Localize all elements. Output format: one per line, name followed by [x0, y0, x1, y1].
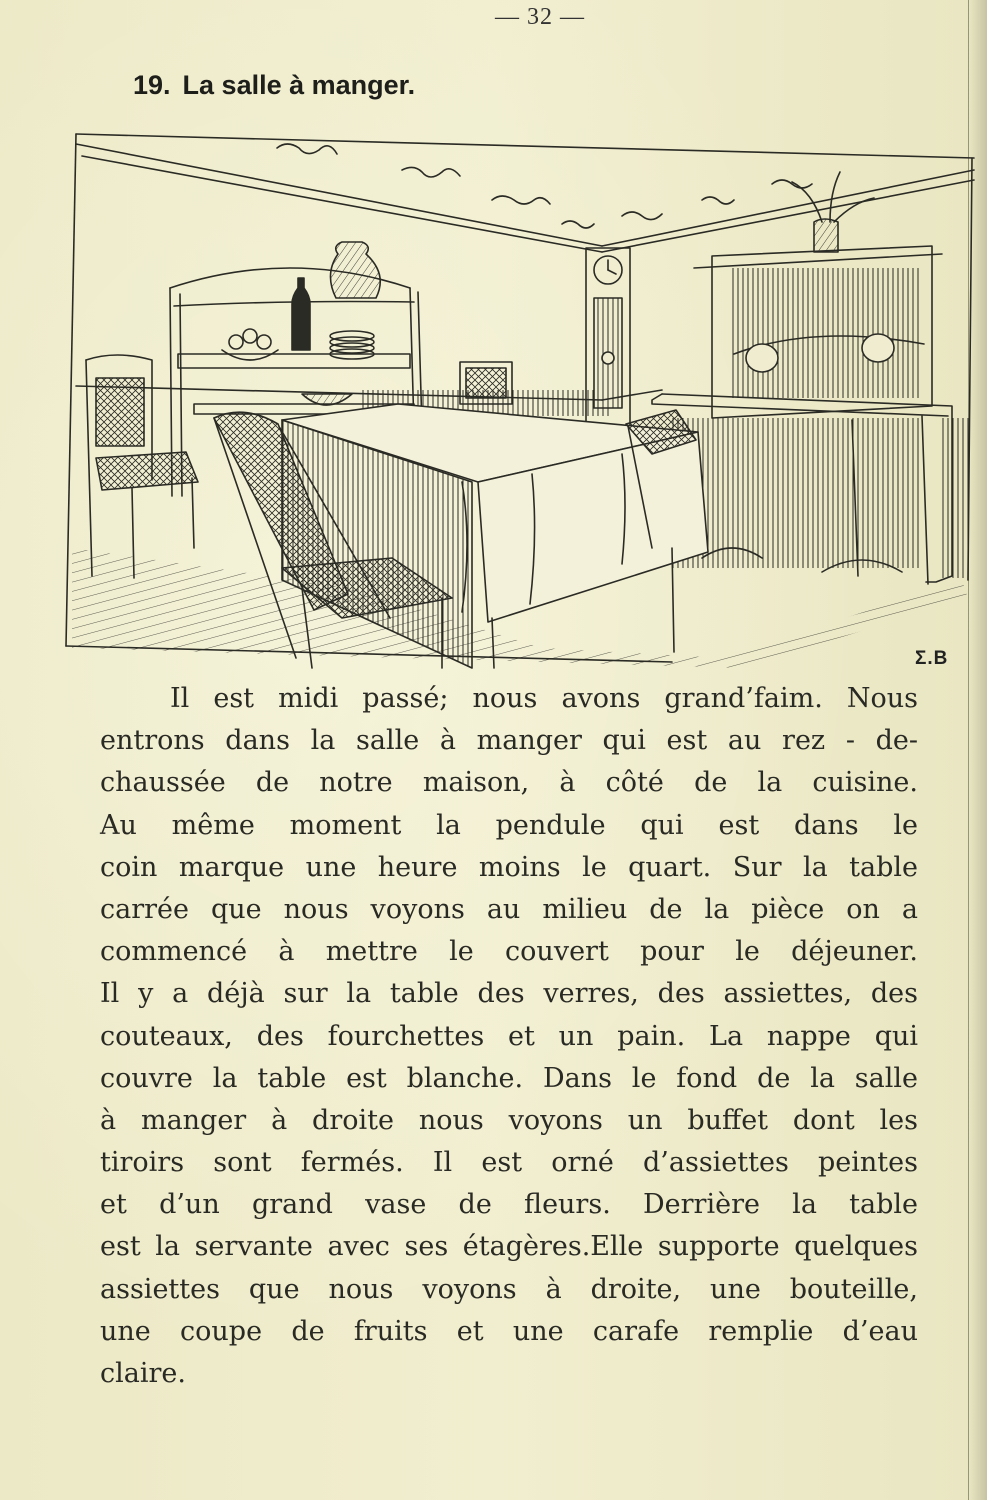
text-line: coin marque une heure moins le quart. Sur la table [100, 851, 918, 883]
text-line: une coupe de fruits et une carafe remplie d’eau [100, 1315, 918, 1347]
section-number: 19. [133, 70, 171, 100]
text-line: à manger à droite nous voyons un buffet dont les [100, 1104, 918, 1136]
text-line: tiroirs sont fermés. Il est orné d’assiettes peintes [100, 1147, 918, 1179]
text-line: chaussée de notre maison, à côté de la cuisine. [100, 767, 918, 799]
text-line: assiettes que nous voyons à droite, une bouteille, [100, 1273, 918, 1305]
ceiling-frieze [76, 144, 974, 252]
text-line: couvre la table est blanche. Dans le fond de la salle [100, 1062, 918, 1094]
text-line: couteaux, des fourchettes et un pain. La nappe qui [100, 1020, 918, 1052]
section-title [133, 70, 415, 101]
fruit-bowl [222, 329, 278, 360]
text-line: Il est midi passé; nous avons grand’faim. Nous [170, 683, 918, 714]
back-chair [460, 362, 512, 404]
illustrator-signature: Σ.B [915, 648, 949, 669]
page-number: — 32 — [495, 4, 585, 30]
reading-text [100, 678, 918, 1395]
text-line: Il y a déjà sur la table des verres, des assiettes, des [100, 978, 918, 1010]
text-line: est la servante avec ses étagères.Elle supporte quelques [100, 1231, 918, 1263]
text-line: et d’un grand vase de fleurs. Derrière la table [100, 1189, 918, 1221]
section-title-text: La salle à manger. [182, 70, 416, 100]
text-line: entrons dans la salle à manger qui est au rez - de- [100, 725, 918, 757]
text-line: carrée que nous voyons au milieu de la pièce on a [100, 893, 918, 925]
dining-room-illustration [62, 128, 980, 676]
text-line: Au même moment la pendule qui est dans le [100, 809, 918, 841]
text-line: claire. [100, 1358, 186, 1389]
text-line: commencé à mettre le couvert pour le déjeuner. [100, 936, 918, 968]
